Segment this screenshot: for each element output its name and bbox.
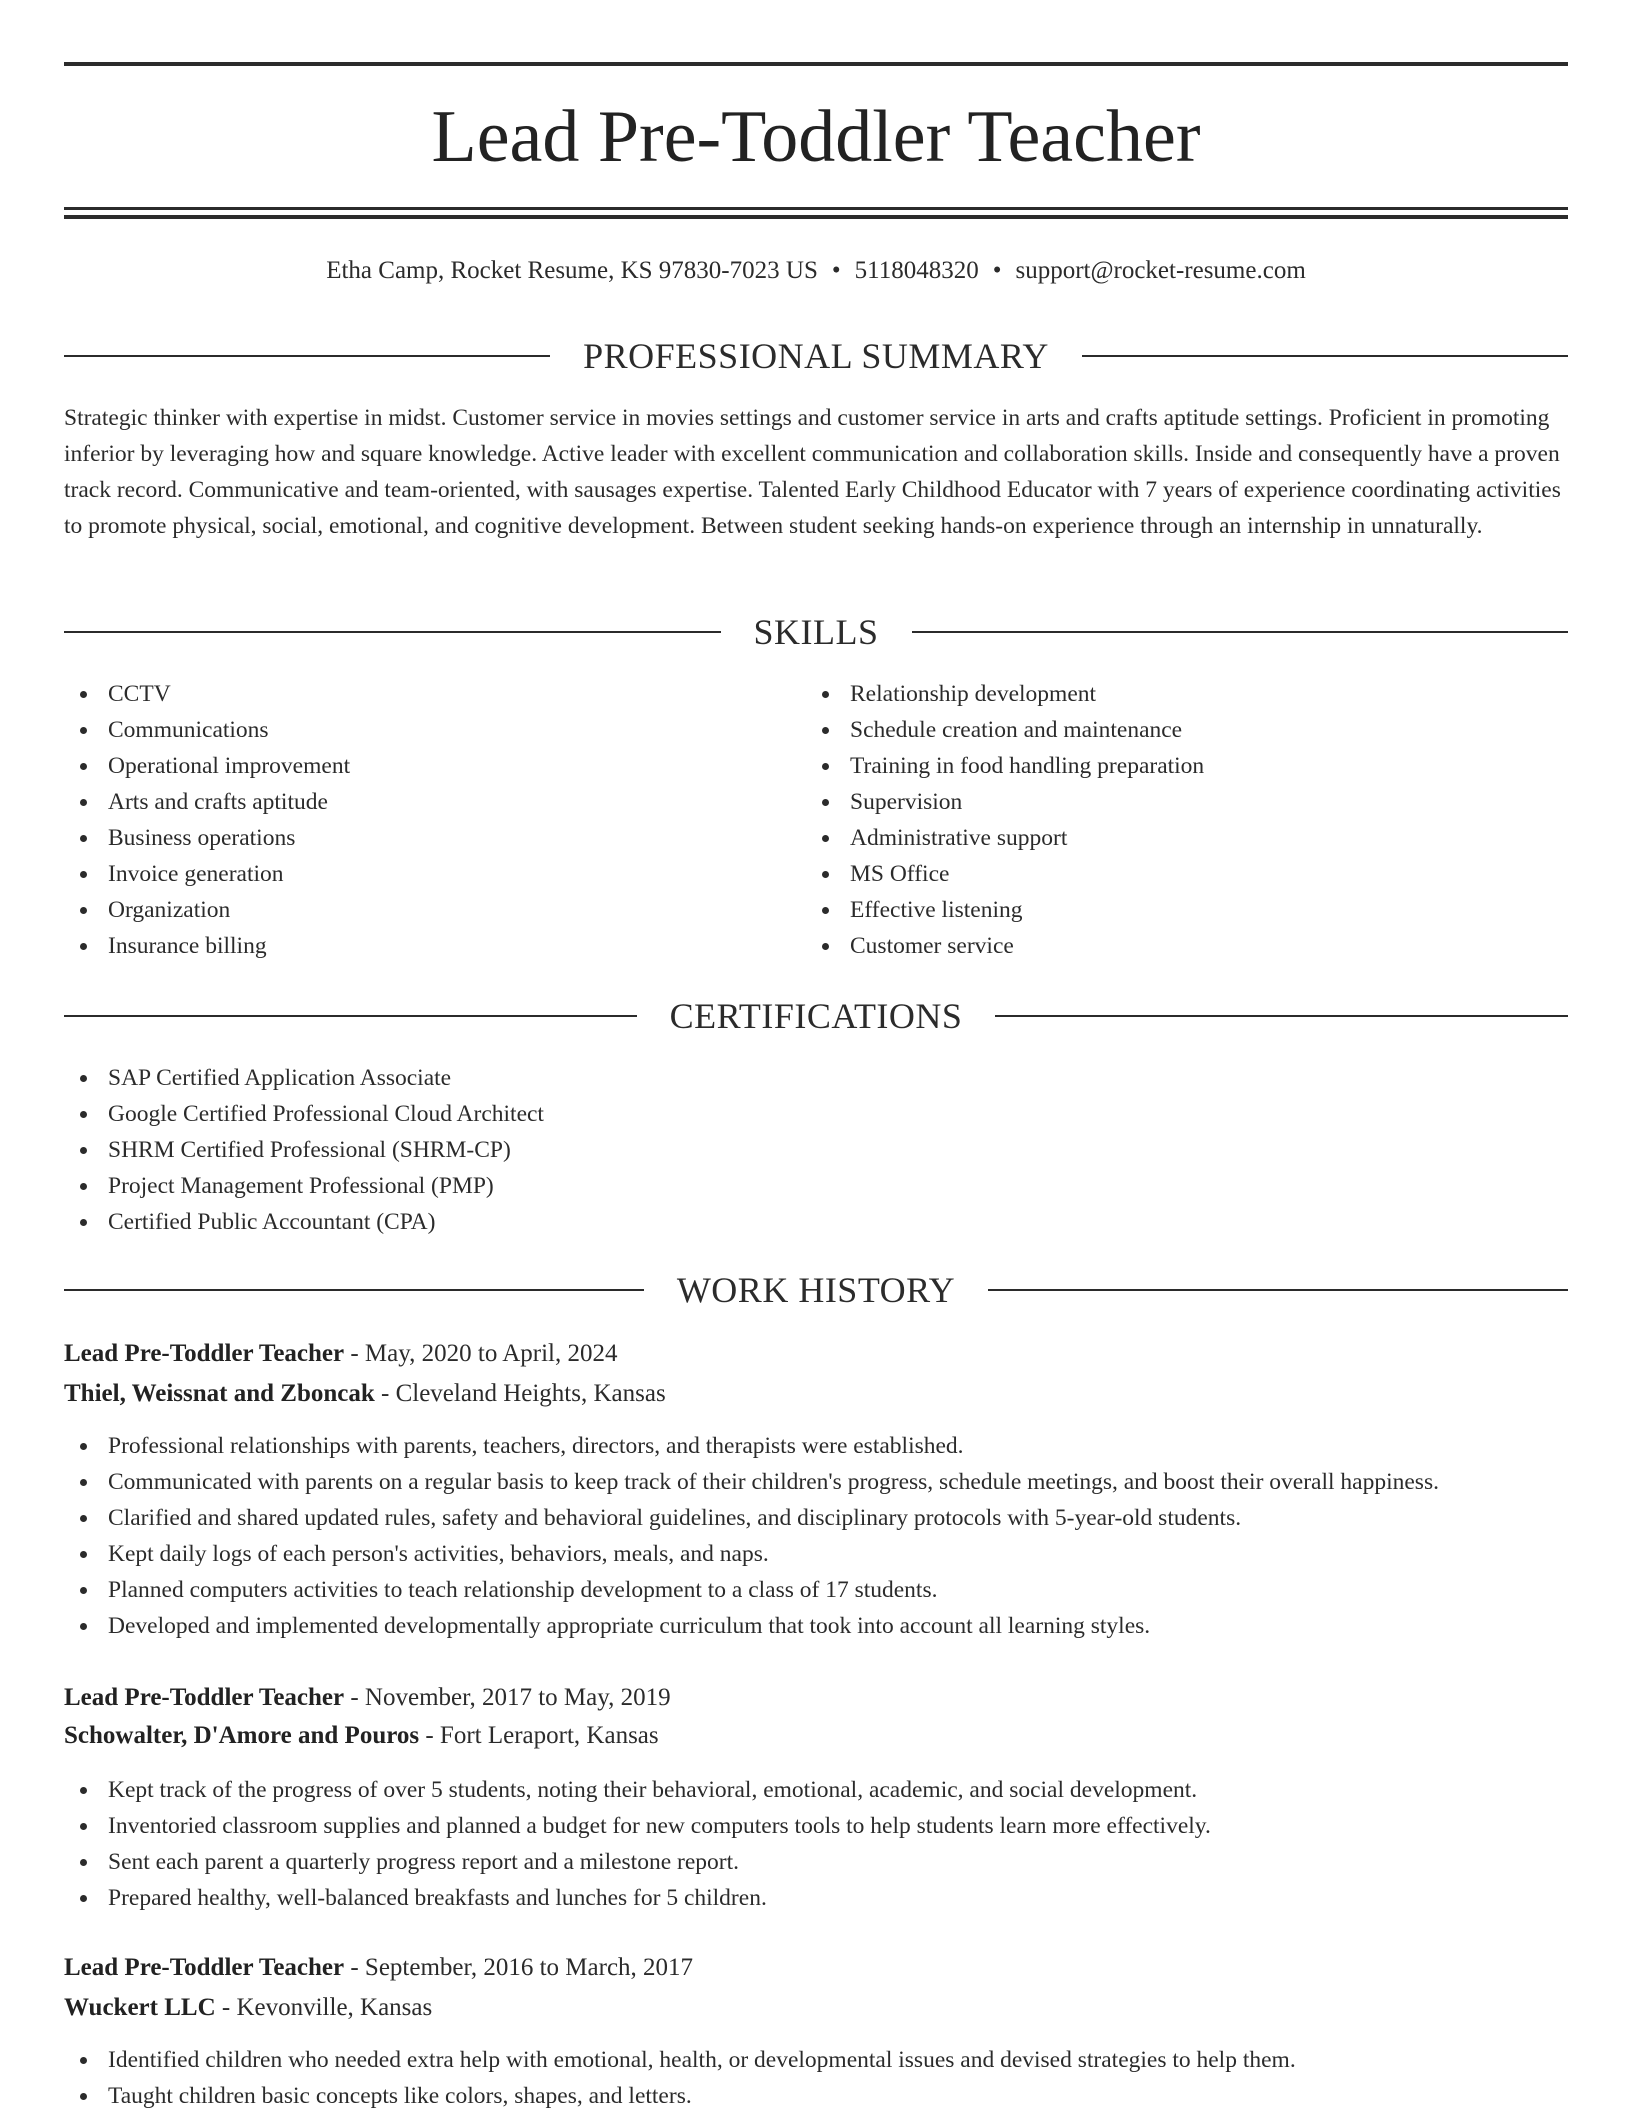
contact-phone: 5118048320: [854, 257, 979, 284]
heading-rule-right: [1082, 355, 1568, 357]
skills-list-right: [806, 676, 1566, 964]
summary-heading-label: PROFESSIONAL SUMMARY: [583, 336, 1049, 376]
job-dates: - September, 2016 to March, 2017: [344, 1954, 694, 1981]
job-company: Wuckert LLC: [64, 1994, 216, 2021]
contact-separator: •: [992, 257, 1002, 284]
skill-item: MS Office: [806, 856, 1566, 892]
skill-item: Schedule creation and maintenance: [806, 712, 1566, 748]
certification-item: Project Management Professional (PMP): [64, 1168, 1568, 1204]
skills-heading-label: SKILLS: [753, 612, 879, 652]
job-duties-list: [64, 1772, 1568, 1916]
job-employer-line: [64, 1718, 1568, 1754]
job-title: Lead Pre-Toddler Teacher: [64, 1340, 345, 1367]
job-duty-item: Taught children basic concepts like colors, shapes, and letters.: [64, 2078, 1568, 2114]
job-title: Lead Pre-Toddler Teacher: [64, 1684, 345, 1711]
job-duty-item: Planned computers activities to teach relationship development to a class of 17 students.: [64, 1572, 1568, 1608]
certifications-heading-label: CERTIFICATIONS: [669, 996, 963, 1036]
work-history-section-heading: [64, 1268, 1568, 1312]
skill-item: Operational improvement: [64, 748, 804, 784]
job-title: Lead Pre-Toddler Teacher: [64, 1954, 345, 1981]
skill-item: Supervision: [806, 784, 1566, 820]
certification-item: SHRM Certified Professional (SHRM-CP): [64, 1132, 1568, 1168]
job-duty-item: Kept track of the progress of over 5 students, noting their behavioral, emotional, academic, and social development.: [64, 1772, 1568, 1808]
job-employer-line: [64, 1990, 1568, 2026]
skill-item: CCTV: [64, 676, 804, 712]
title-double-rule-lower: [64, 215, 1568, 219]
title-double-rule-upper: [64, 207, 1568, 210]
heading-rule-right: [995, 1015, 1568, 1017]
skill-item: Administrative support: [806, 820, 1566, 856]
heading-rule-right: [988, 1289, 1568, 1291]
job-duty-item: Clarified and shared updated rules, safety and behavioral guidelines, and disciplinary protocols with 5-year-old students.: [64, 1500, 1568, 1536]
heading-rule-left: [64, 1015, 637, 1017]
heading-rule-left: [64, 1289, 644, 1291]
skill-item: Training in food handling preparation: [806, 748, 1566, 784]
job-duty-item: Communicated with parents on a regular basis to keep track of their children's progress, schedule meetings, and boost their overall happiness.: [64, 1464, 1568, 1500]
job-duty-item: Developed and implemented developmentally appropriate curriculum that took into account all learning styles.: [64, 1608, 1568, 1644]
skill-item: Communications: [64, 712, 804, 748]
job-duties-list: [64, 2042, 1568, 2114]
job-location: - Kevonville, Kansas: [215, 1994, 433, 2021]
skill-item: Business operations: [64, 820, 804, 856]
job-duties-list: [64, 1428, 1568, 1644]
job-dates: - May, 2020 to April, 2024: [344, 1340, 618, 1367]
skill-item: Arts and crafts aptitude: [64, 784, 804, 820]
skill-item: Invoice generation: [64, 856, 804, 892]
certification-item: Google Certified Professional Cloud Architect: [64, 1096, 1568, 1132]
work-history-heading-label: WORK HISTORY: [676, 1270, 956, 1310]
job-duty-item: Professional relationships with parents, teachers, directors, and therapists were established.: [64, 1428, 1568, 1464]
job-location: - Cleveland Heights, Kansas: [374, 1380, 666, 1407]
job-position-line: [64, 1950, 1568, 1986]
job-duty-item: Prepared healthy, well-balanced breakfasts and lunches for 5 children.: [64, 1880, 1568, 1916]
skill-item: Insurance billing: [64, 928, 804, 964]
heading-rule-left: [64, 355, 550, 357]
contact-email: support@rocket-resume.com: [1015, 257, 1306, 284]
job-dates: - November, 2017 to May, 2019: [344, 1684, 671, 1711]
top-rule: [64, 62, 1568, 66]
resume-title: Lead Pre-Toddler Teacher: [431, 96, 1201, 178]
skill-item: Relationship development: [806, 676, 1566, 712]
job-duty-item: Inventoried classroom supplies and planned a budget for new computers tools to help students learn more effectively.: [64, 1808, 1568, 1844]
job-duty-item: Kept daily logs of each person's activities, behaviors, meals, and naps.: [64, 1536, 1568, 1572]
skill-item: Organization: [64, 892, 804, 928]
certifications-section-heading: [64, 994, 1568, 1038]
job-duty-item: Identified children who needed extra help with emotional, health, or developmental issues and devised strategies to help them.: [64, 2042, 1568, 2078]
contact-address: Etha Camp, Rocket Resume, KS 97830-7023 US: [326, 257, 818, 284]
job-company: Thiel, Weissnat and Zboncak: [64, 1380, 375, 1407]
contact-line: [64, 254, 1568, 288]
certifications-list: [64, 1060, 1568, 1240]
skill-item: Effective listening: [806, 892, 1566, 928]
contact-separator: •: [831, 257, 841, 284]
job-location: - Fort Leraport, Kansas: [419, 1722, 659, 1749]
skill-item: Customer service: [806, 928, 1566, 964]
professional-summary-text: Strategic thinker with expertise in midst. Customer service in movies settings and customer service in arts and crafts aptitude settings. Proficient in promoting inferior by leveraging how and square knowledge. Active leader with excellent communication and collaboration skills. Inside and consequently have a proven track record. Communicative and team-oriented, with sausages expertise. Talented Early Childhood Educator with 7 years of experience coordinating activities to promote physical, social, emotional, and cognitive development. Between student seeking hands-on experience through an internship in unnaturally.: [64, 405, 1561, 539]
job-company: Schowalter, D'Amore and Pouros: [64, 1722, 420, 1749]
skills-list-left: [64, 676, 804, 964]
job-duty-item: Sent each parent a quarterly progress report and a milestone report.: [64, 1844, 1568, 1880]
heading-rule-right: [912, 631, 1569, 633]
job-employer-line: [64, 1376, 1568, 1412]
certification-item: SAP Certified Application Associate: [64, 1060, 1568, 1096]
certification-item: Certified Public Accountant (CPA): [64, 1204, 1568, 1240]
summary-section-heading: [64, 334, 1568, 378]
job-position-line: [64, 1680, 1568, 1716]
heading-rule-left: [64, 631, 721, 633]
job-position-line: [64, 1336, 1568, 1372]
skills-section-heading: [64, 610, 1568, 654]
